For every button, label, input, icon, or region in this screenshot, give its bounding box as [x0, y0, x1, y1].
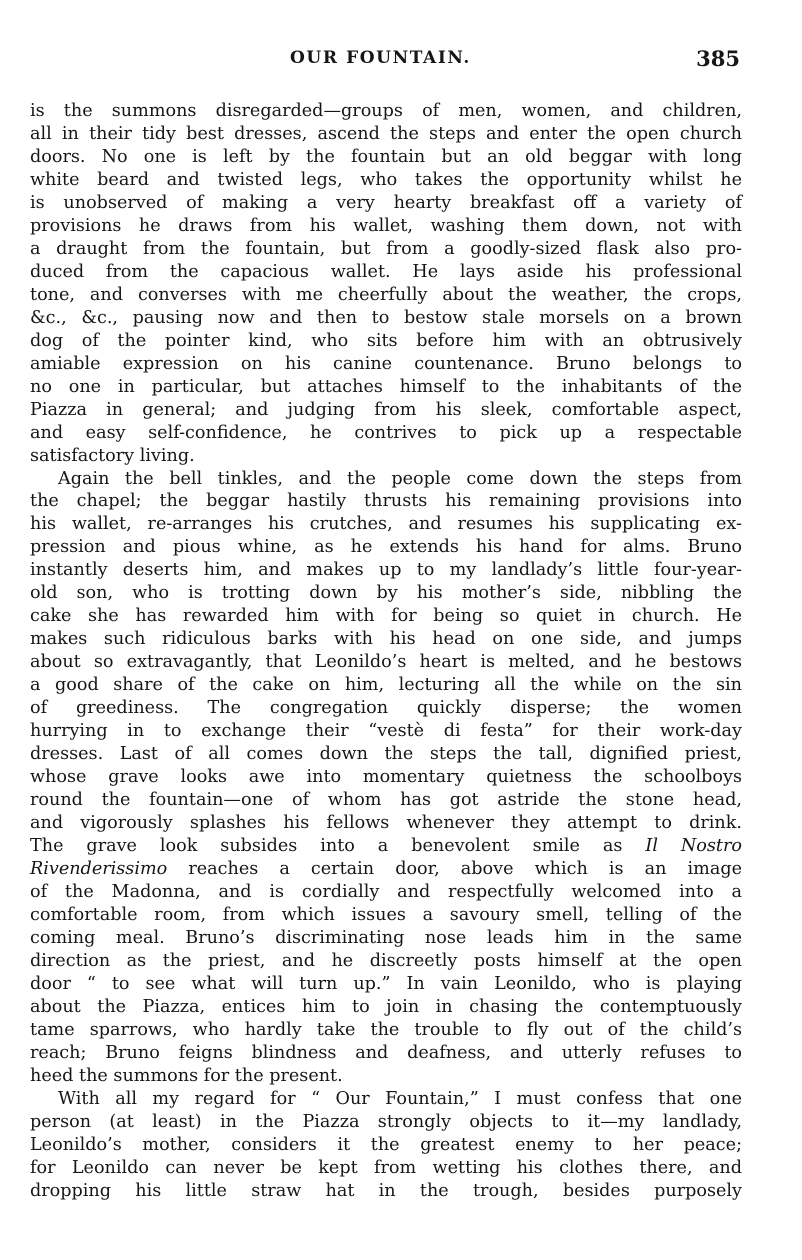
text-line: a draught from the fountain, but from a goodly-sized flask also pro-	[30, 238, 742, 259]
text-line: pression and pious whine, as he extends his hand for alms. Bruno	[30, 537, 742, 558]
running-title: OUR FOUNTAIN.	[290, 48, 471, 68]
italic-title: Rivenderissimo	[30, 858, 168, 879]
text-line: and vigorously splashes his fellows whenever they attempt to drink.	[30, 813, 742, 834]
text-line: a good share of the cake on him, lecturing all the while on the sin	[30, 675, 742, 696]
text-line: heed the summons for the present.	[30, 1065, 343, 1086]
text-line: person (at least) in the Piazza strongly objects to it—my landlady,	[30, 1111, 742, 1132]
text-line: round the fountain—one of whom has got astride the stone head,	[30, 790, 742, 811]
text-line: old son, who is trotting down by his mother’s side, nibbling the	[30, 583, 742, 604]
text-line: hurrying in to exchange their “vestè di festa” for their work-day	[30, 721, 742, 742]
text-line: reach; Bruno feigns blindness and deafness, and utterly refuses to	[30, 1042, 742, 1063]
text-line: no one in particular, but attaches himself to the inhabitants of the	[30, 376, 742, 397]
text-line: about so extravagantly, that Leonildo’s heart is melted, and he bestows	[30, 652, 742, 673]
text-line: provisions he draws from his wallet, washing them down, not with	[30, 215, 742, 236]
text-line: instantly deserts him, and makes up to my landlady’s little four-year-	[30, 560, 742, 581]
text-line: makes such ridiculous barks with his head on one side, and jumps	[30, 629, 742, 650]
line-text: The grave look subsides into a benevolent smile as	[30, 836, 646, 856]
text-line: and easy self-confidence, he contrives to pick up a respectable	[30, 422, 742, 443]
text-line: amiable expression on his canine countenance. Bruno belongs to	[30, 353, 742, 374]
text-line: is the summons disregarded—groups of men, women, and children,	[30, 101, 742, 121]
text-line: about the Piazza, entices him to join in chasing the contemptuously	[30, 996, 742, 1017]
text-line: white beard and twisted legs, who takes the opportunity whilst he	[30, 169, 742, 190]
text-line: dropping his little straw hat in the trough, besides purposely	[30, 1180, 742, 1201]
text-line: for Leonildo can never be kept from wetting his clothes there, and	[30, 1157, 742, 1178]
text-line: comfortable room, from which issues a savoury smell, telling of the	[30, 904, 742, 925]
text-line: &c., &c., pausing now and then to bestow stale morsels on a brown	[30, 307, 742, 328]
text-line: cake she has rewarded him with for being so quiet in church. He	[30, 606, 742, 627]
text-line: of greediness. The congregation quickly disperse; the women	[30, 698, 742, 719]
text-line: coming meal. Bruno’s discriminating nose leads him in the same	[30, 927, 742, 948]
body-text	[30, 100, 742, 1203]
line-text: reaches a certain door, above which is an image	[167, 858, 742, 879]
text-line: Leonildo’s mother, considers it the greatest enemy to her peace;	[30, 1134, 742, 1155]
text-line: direction as the priest, and he discreetly posts himself at the open	[30, 950, 742, 971]
italic-title: Il Nostro	[645, 836, 742, 856]
text-line-with-italic	[30, 858, 742, 881]
page-number: 385	[696, 46, 740, 71]
text-line: all in their tidy best dresses, ascend the steps and enter the open church	[30, 123, 742, 144]
text-line-with-italic	[30, 835, 742, 858]
text-line: tone, and converses with me cheerfully about the weather, the crops,	[30, 284, 742, 305]
text-line: duced from the capacious wallet. He lays aside his professional	[30, 261, 742, 282]
text-line: tame sparrows, who hardly take the trouble to fly out of the child’s	[30, 1019, 742, 1040]
text-line: Piazza in general; and judging from his sleek, comfortable aspect,	[30, 399, 742, 420]
text-line: doors. No one is left by the fountain but an old beggar with long	[30, 146, 742, 167]
text-line: of the Madonna, and is cordially and respectfully welcomed into a	[30, 881, 742, 902]
text-line: is unobserved of making a very hearty breakfast off a variety of	[30, 192, 742, 213]
paragraph-start-line: Again the bell tinkles, and the people come down the steps from	[58, 468, 742, 489]
text-line: whose grave looks awe into momentary quietness the schoolboys	[30, 767, 742, 788]
text-line: the chapel; the beggar hastily thrusts his remaining provisions into	[30, 491, 742, 512]
text-line: his wallet, re-arranges his crutches, and resumes his supplicating ex-	[30, 514, 742, 535]
text-line: dresses. Last of all comes down the steps the tall, dignified priest,	[30, 744, 742, 765]
paragraph-start-line: With all my regard for “ Our Fountain,” I must confess that one	[58, 1088, 742, 1109]
text-line: door “ to see what will turn up.” In vain Leonildo, who is playing	[30, 973, 742, 994]
text-line: dog of the pointer kind, who sits before him with an obtrusively	[30, 330, 742, 351]
text-line: satisfactory living.	[30, 445, 195, 466]
